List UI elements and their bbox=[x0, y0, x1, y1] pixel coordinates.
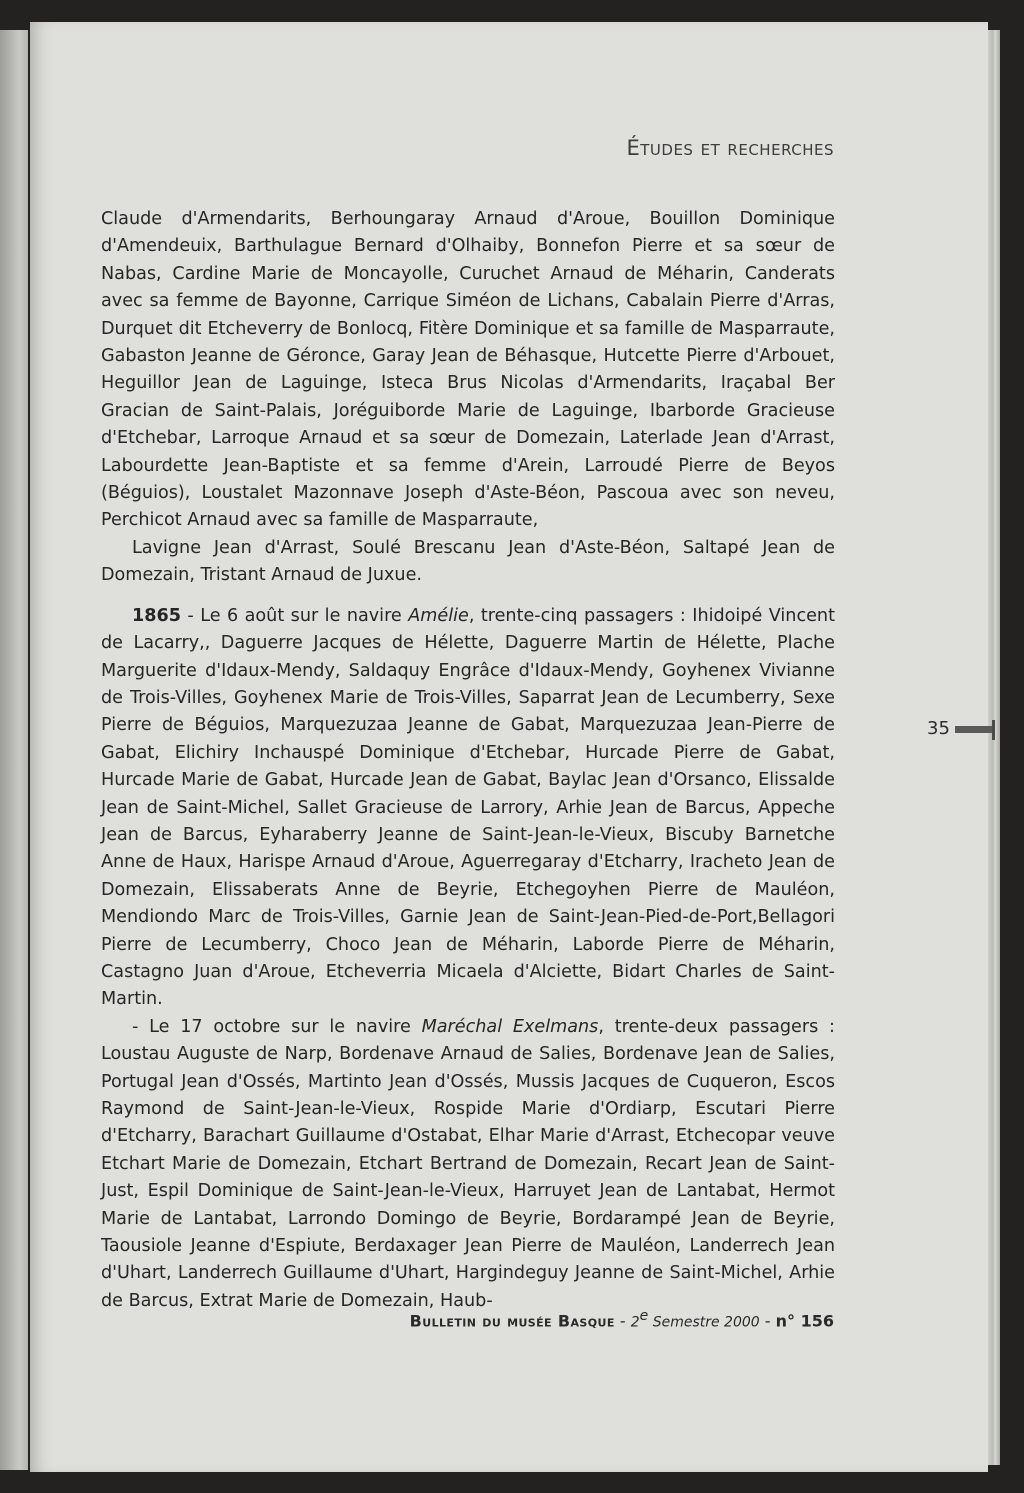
passenger-list: , trente-cinq passagers : Ihidoipé Vincent de Lacarry,, Daguerre Jacques de Hélette, Daguerre Martin de Hélette, Plache Marguerite d'Idaux-Mendy, Saldaquy Engrâce d'Idaux-Mendy, Goyhenex Vivianne de Trois-Villes, Goyhenex Marie de Trois-Villes, Saparrat Jean de Lecumberry, Sexe Pierre de Béguios, Marquezuzaa Jeanne de Gabat, Marquezuzaa Jean-Pierre de Gabat, Elichiry Inchauspé Dominique d'Etchebar, Hurcade Pierre de Gabat, Hurcade Marie de Gabat, Hurcade Jean de Gabat, Baylac Jean d'Orsanco, Elissalde Jean de Saint-Michel, Sallet Gracieuse de Larrory, Arhie Jean de Barcus, Appeche Jean de Barcus, Eyharaberry Jeanne de Saint-Jean-le-Vieux, Biscuby Barnetche Anne de Haux, Harispe Arnaud d'Aroue, Aguerregaray d'Etcharry, Iracheto Jean de Domezain, Elissaberats Anne de Beyrie, Etchegoyhen Pierre de Mauléon, Mendiondo Marc de Trois-Villes, Garnie Jean de Saint-Jean-Pied-de-Port,Bellagori Pierre de Lecumberry, Choco Jean de Méharin, Laborde Pierre de Méharin, Castagno Juan d'Aroue, Etcheverria Micaela d'Alciette, Bidart Charles de Saint-Martin. bbox=[101, 605, 835, 1010]
facing-page-edge bbox=[0, 30, 28, 1470]
paragraph: Claude d'Armendarits, Berhoungaray Arnaud d'Aroue, Bouillon Dominique d'Amendeuix, Barthulague Bernard d'Olhaiby, Bonnefon Pierre et sa sœur de Nabas, Cardine Marie de Moncayolle, Curuchet Arnaud de Méharin, Canderats avec sa femme de Bayonne, Carrique Siméon de Lichans, Cabalain Pierre d'Arras, Durquet dit Etcheverry de Bonlocq, Fitère Dominique et sa famille de Masparraute, Gabaston Jeanne de Géronce, Garay Jean de Béhasque, Hutcette Pierre d'Arbouet, Heguillor Jean de Laguinge, Isteca Brus Nicolas d'Armendarits, Iraçabal Ber Gracian de Saint-Palais, Joréguiborde Marie de Laguinge, Ibarborde Gracieuse d'Etchebar, Larroque Arnaud et sa sœur de Domezain, Laterlade Jean d'Arrast, Labourdette Jean-Baptiste et sa femme d'Arein, Larroudé Pierre de Beyos (Béguios), Loustalet Mazonnave Joseph d'Aste-Béon, Pascoua avec son neveu, Perchicot Arnaud avec sa famille de Masparraute, bbox=[101, 209, 835, 531]
semester: Semestre 2000 bbox=[648, 1314, 760, 1331]
running-head: Études et recherches bbox=[626, 136, 834, 160]
footer-sep: - bbox=[759, 1311, 776, 1331]
journal-title: Bulletin du musée Basque bbox=[409, 1311, 615, 1331]
page-number: 35 bbox=[927, 718, 950, 739]
page-edge bbox=[988, 30, 1000, 1465]
entry-october bbox=[101, 1014, 835, 1315]
semester-sup: e bbox=[639, 1308, 649, 1324]
paragraph: Lavigne Jean d'Arrast, Soulé Brescanu Jean d'Aste-Béon, Saltapé Jean de Domezain, Tristant Arnaud de Juxue. bbox=[101, 537, 835, 586]
entry-year: 1865 bbox=[132, 605, 181, 626]
ship-name: Amélie bbox=[408, 605, 469, 626]
ship-name: Maréchal Exelmans bbox=[421, 1016, 599, 1037]
footer bbox=[410, 1308, 834, 1330]
passenger-list: , trente-deux passagers : Loustau Auguste de Narp, Bordenave Arnaud de Salies, Bordenave Jean de Salies, Portugal Jean d'Ossés, Martinto Jean d'Ossés, Mussis Jacques de Cuqueron, Escos Raymond de Saint-Jean-le-Vieux, Rospide Marie d'Ordiarp, Escutari Pierre d'Etcharry, Barachart Guillaume d'Ostabat, Elhar Marie d'Arrast, Etchecopar veuve Etchart Marie de Domezain, Etchart Bertrand de Domezain, Recart Jean de Saint-Just, Espil Dominique de Saint-Jean-le-Vieux, Harruyet Jean de Lantabat, Hermot Marie de Lantabat, Larrondo Domingo de Beyrie, Bordarampé Jean de Beyrie, Taousiole Jeanne d'Espiute, Berdaxager Jean Pierre de Mauléon, Landerrech Jean d'Uhart, Landerrech Guillaume d'Uhart, Hargindeguy Jeanne de Saint-Michel, Arhie de Barcus, Extrat Marie de Domezain, Haub- bbox=[101, 1016, 835, 1311]
page-tab-marker bbox=[955, 726, 995, 733]
entry-lead: - Le 17 octobre sur le navire bbox=[132, 1016, 422, 1037]
issue-number: n° 156 bbox=[775, 1311, 834, 1331]
footer-sep: - bbox=[614, 1311, 631, 1331]
semester-num: 2 bbox=[630, 1314, 640, 1331]
body-text bbox=[101, 206, 835, 1315]
entry-lead: - Le 6 août sur le navire bbox=[180, 605, 409, 626]
entry-1865 bbox=[101, 603, 835, 1014]
page-tab-line bbox=[992, 720, 995, 740]
